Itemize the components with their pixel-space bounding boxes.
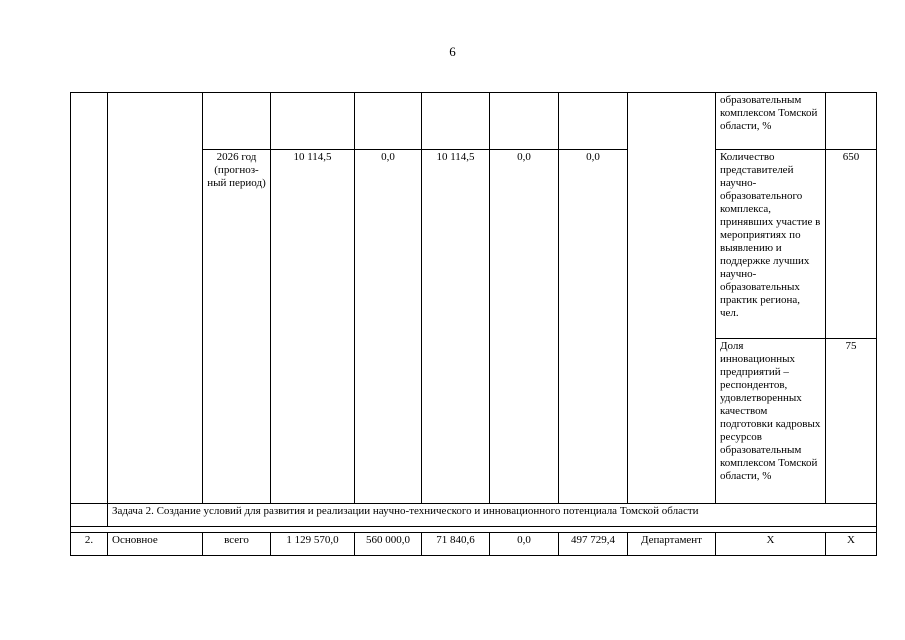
cell-regional: 71 840,6	[422, 533, 490, 556]
cell-indicator: Доля инновационных предприятий – респондентов, удовлетворенных качеством подготовки кадровых ресурсов образовательным комплексом Томской области, %	[716, 339, 826, 504]
cell-executor: Департамент	[628, 533, 716, 556]
cell-regional: 10 114,5	[422, 150, 490, 339]
cell-executor	[628, 150, 716, 339]
cell-local: 0,0	[490, 533, 559, 556]
table-row-item	[71, 533, 877, 556]
cell-extra: 0,0	[559, 150, 628, 339]
table-row-task	[71, 504, 877, 527]
cell-total: 1 129 570,0	[271, 533, 355, 556]
cell-extra: 497 729,4	[559, 533, 628, 556]
cell-name	[108, 150, 203, 339]
cell-number: 2.	[71, 533, 108, 556]
cell-regional	[422, 93, 490, 150]
cell-value: 75	[826, 339, 877, 504]
cell-period: всего	[203, 533, 271, 556]
cell-number	[71, 150, 108, 339]
cell-local	[490, 93, 559, 150]
cell-indicator: Х	[716, 533, 826, 556]
cell-value	[826, 93, 877, 150]
cell-indicator: Количество представителей научно-образовательного комплекса, принявших участие в мероприятиях по выявлению и поддержке лучших научно-образовательных практик региона, чел.	[716, 150, 826, 339]
cell-period: 2026 год (прогноз-ный период)	[203, 150, 271, 339]
cell-indicator: образовательным комплексом Томской области, %	[716, 93, 826, 150]
cell-federal	[355, 339, 422, 504]
cell-name	[108, 93, 203, 150]
cell-number	[71, 504, 108, 527]
cell-extra	[559, 339, 628, 504]
cell-value: Х	[826, 533, 877, 556]
cell-total: 10 114,5	[271, 150, 355, 339]
task-heading: Задача 2. Создание условий для развития и реализации научно-технического и инновационного потенциала Томской области	[108, 504, 877, 527]
cell-local	[490, 339, 559, 504]
cell-name	[108, 339, 203, 504]
cell-regional	[422, 339, 490, 504]
cell-federal: 560 000,0	[355, 533, 422, 556]
cell-period	[203, 93, 271, 150]
cell-executor	[628, 339, 716, 504]
table-row-continuation	[71, 93, 877, 150]
table-row-2026	[71, 150, 877, 339]
cell-total	[271, 93, 355, 150]
cell-total	[271, 339, 355, 504]
cell-value: 650	[826, 150, 877, 339]
cell-period	[203, 339, 271, 504]
cell-local: 0,0	[490, 150, 559, 339]
cell-number	[71, 93, 108, 150]
cell-federal	[355, 93, 422, 150]
cell-executor	[628, 93, 716, 150]
budget-table	[70, 92, 877, 556]
cell-name: Основное	[108, 533, 203, 556]
cell-extra	[559, 93, 628, 150]
cell-federal: 0,0	[355, 150, 422, 339]
cell-number	[71, 339, 108, 504]
table-row-share	[71, 339, 877, 504]
page-number: 6	[449, 44, 456, 59]
